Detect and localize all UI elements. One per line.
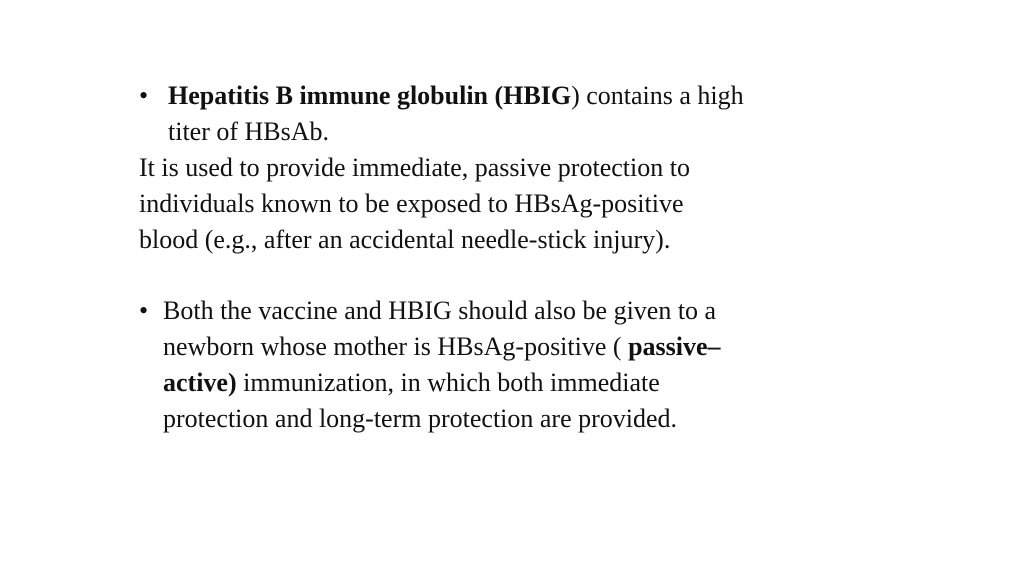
usage-paragraph — [139, 150, 819, 258]
bullet-item-hbig — [139, 78, 859, 150]
hbig-term: Hepatitis B immune globulin (HBIG — [168, 81, 572, 110]
passive-active-term: passive– — [628, 332, 721, 361]
bullet-item-line — [168, 78, 744, 114]
bullet-item-text — [168, 78, 744, 150]
bullet-item-line — [163, 329, 721, 365]
bullet-item-line — [163, 365, 721, 401]
hbig-description: ) contains a high — [571, 81, 744, 110]
bullet-item-segment: immunization, in which both immediate — [236, 368, 660, 397]
passive-active-term: active) — [163, 368, 237, 397]
bullet-item-newborn — [139, 293, 859, 437]
bullet-item-text — [163, 293, 721, 437]
paragraph-line: individuals known to be exposed to HBsAg-positive — [139, 189, 684, 218]
bullet-item-line: titer of HBsAb. — [168, 117, 330, 146]
bullet-icon: • — [139, 81, 149, 110]
bullet-item-segment: newborn whose mother is HBsAg-positive ( — [163, 332, 629, 361]
bullet-icon: • — [139, 296, 149, 325]
bullet-item-line: protection and long-term protection are provided. — [163, 404, 678, 433]
paragraph-line: It is used to provide immediate, passive protection to — [139, 153, 690, 182]
paragraph-line: blood (e.g., after an accidental needle-stick injury). — [139, 225, 671, 254]
bullet-item-line: Both the vaccine and HBIG should also be given to a — [163, 296, 717, 325]
